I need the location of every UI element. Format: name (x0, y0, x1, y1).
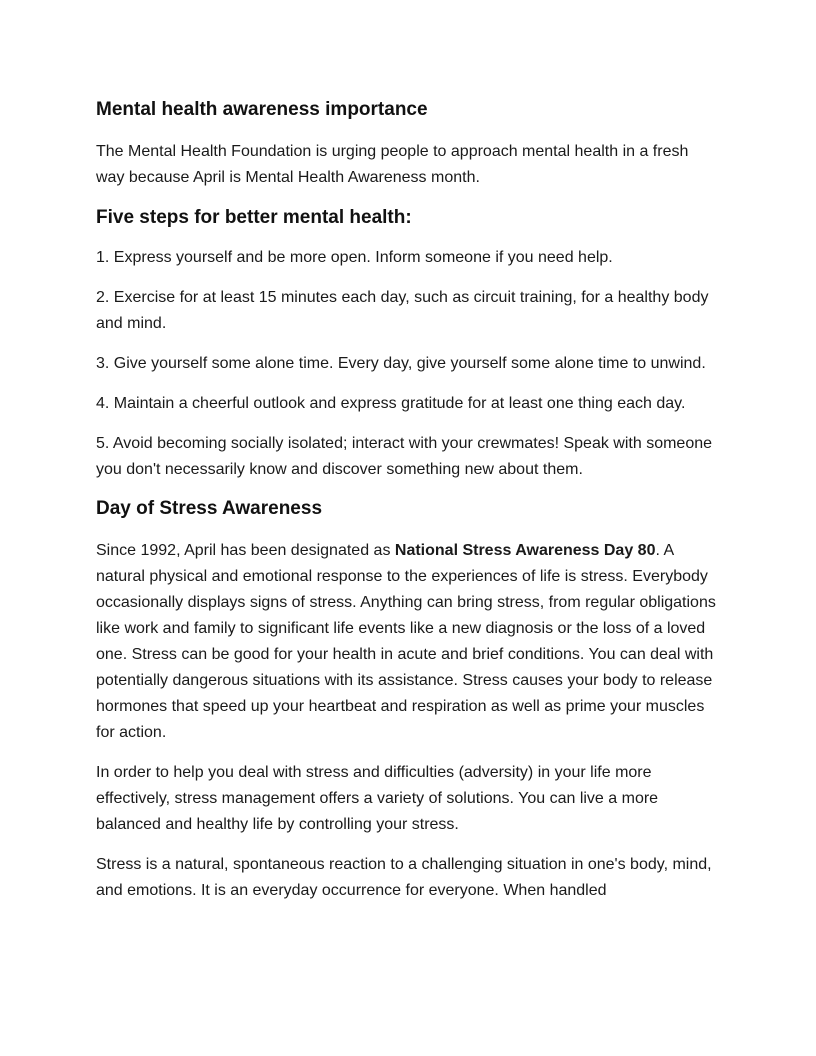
document-page (96, 96, 720, 904)
stress-paragraph-3: Stress is a natural, spontaneous reaction to a challenging situation in one's body, mind, and emotions. It is an everyday occurrence for everyone. When handled (96, 856, 712, 899)
heading-mental-health-awareness: Mental health awareness importance (96, 99, 428, 120)
stress-paragraph-1 (96, 538, 720, 746)
heading-stress-awareness: Day of Stress Awareness (96, 498, 323, 519)
step-item: 1. Express yourself and be more open. Inform someone if you need help. (96, 249, 613, 266)
step-item: 5. Avoid becoming socially isolated; interact with your crewmates! Speak with someone you don't necessarily know and discover something new about them. (96, 435, 713, 478)
stress-p1-suffix: . A natural physical and emotional response to the experiences of life is stress. Everybody occasionally displays signs of stress. Anything can bring stress, from regular obligations like work and family to significant life events like a new diagnosis or the loss of a loved one. Stress can be good for your health in acute and brief conditions. You can deal with potentially dangerous situations with its assistance. Stress causes your body to release hormones that speed up your heartbeat and respiration as well as prime your muscles for action. (96, 542, 716, 741)
step-item: 2. Exercise for at least 15 minutes each day, such as circuit training, for a healthy body and mind. (96, 289, 709, 332)
step-item: 3. Give yourself some alone time. Every day, give yourself some alone time to unwind. (96, 355, 706, 372)
stress-day-highlight: National Stress Awareness Day 80 (394, 542, 656, 559)
intro-paragraph: The Mental Health Foundation is urging people to approach mental health in a fresh way because April is Mental Health Awareness month. (96, 143, 689, 186)
steps-list (96, 245, 720, 483)
heading-five-steps: Five steps for better mental health: (96, 207, 412, 228)
step-item: 4. Maintain a cheerful outlook and express gratitude for at least one thing each day. (96, 395, 686, 412)
stress-section (96, 538, 720, 904)
stress-paragraph-2: In order to help you deal with stress and difficulties (adversity) in your life more effectively, stress management offers a variety of solutions. You can live a more balanced and healthy life by controlling your stress. (96, 764, 659, 833)
stress-p1-prefix: Since 1992, April has been designated as (96, 542, 395, 559)
